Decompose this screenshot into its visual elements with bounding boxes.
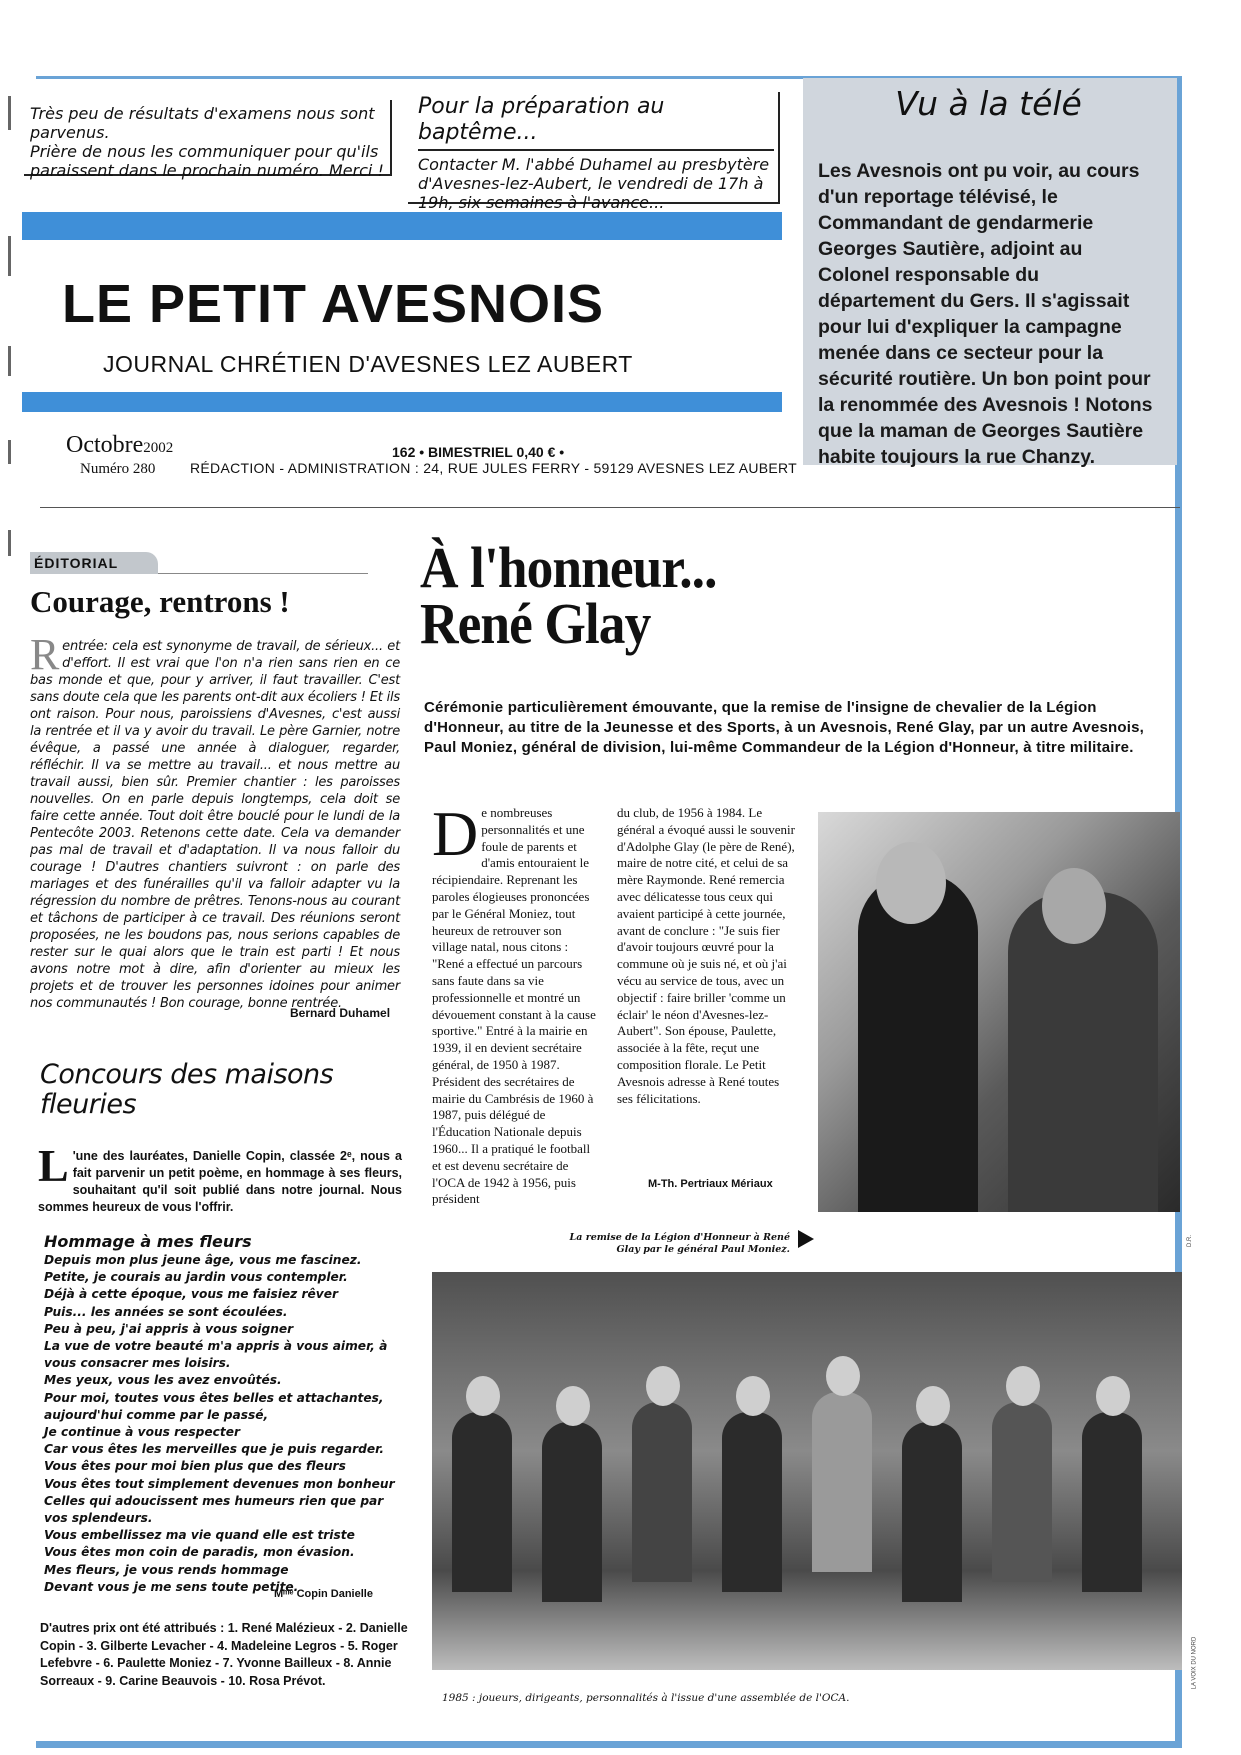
section-divider xyxy=(40,507,1180,508)
photo-figure-head xyxy=(1096,1376,1130,1416)
concours-intro-text: 'une des lauréates, Danielle Copin, classée 2ᵉ, nous a fait parvenir un petit poème, en hommage à ses fleurs, souhaitant qu'il soit publié dans notre journal. Nous sommes heureux de vous l'offrir. xyxy=(38,1149,402,1214)
article-signature: M-Th. Pertriaux Mériaux xyxy=(648,1178,773,1190)
exams-notice: Très peu de résultats d'examens nous sont parvenus. Prière de nous les communiquer pour qu'ils paraissent dans le prochain numéro. Merci ! xyxy=(24,100,392,176)
poem-line: Je continue à vous respecter xyxy=(44,1425,240,1440)
masthead-bar-top xyxy=(22,212,782,240)
issue-number: Numéro 280 xyxy=(80,461,156,477)
masthead-subtitle: JOURNAL CHRÉTIEN D'AVESNES LEZ AUBERT xyxy=(103,351,633,377)
issue-date xyxy=(66,432,173,461)
editorial-text: entrée: cela est synonyme de travail, de sérieux... et d'effort. Il est vrai que l'on n'a rien sans rien en ce bas monde et que, pour y arriver, il faut travailler. C'est sans doute cela que les parents ont-dit aux écoliers ! Et ils ont raison. Pour nous, paroissiens d'Avesnes, c'est aussi la rentrée et il va y avoir du travail. Le père Garnier, notre évêque, a passé une année à dialoguer, regarder, réfléchir. Il va se mettre au travail... et nous mettre au travail aussi, bien sûr. Premier chantier : les paroisses nouvelles. On en parle depuis longtemps, cela doit se faire cette année. Tout doit être bouclé pour le lundi de la Pentecôte 2003. Retenons cette date. Cela va demander pas mal de travail et d'adaptation. Il va nous falloir du courage ! D'autres chantiers suivront : on parle des mariages et des funérailles qu'il va falloir adapter vu la régression du nombre de prêtres. Tenons-nous au courant et tâchons de participer à ce travail. Des réunions seront proposées, ne les boudons pas, nous serions capables de rester sur le quai alors que le train est parti ! Et nous avons notre mot à dire, afin d'orienter au mieux les projets et de trouver les personnes idoines pour animer nos communautés ! Bon courage, bonne rentrée. xyxy=(30,639,400,1011)
issue-year: 2002 xyxy=(143,440,174,456)
photo-figure xyxy=(542,1422,602,1602)
photo-figure-head xyxy=(876,842,946,924)
photo-figure-head xyxy=(1006,1366,1040,1406)
article-column-1 xyxy=(432,798,600,1208)
article-column-2: du club, de 1956 à 1984. Le général a évoqué aussi le souvenir d'Adolphe Glay (le père de René), maire de notre cité, et celui de sa mère Raymonde. René remercia avec délicatesse tous ceux qui avaient participé à cette journée, avant de conclure : "Je suis fier d'avoir toujours œuvré pour la commune où je suis né, et où j'ai vécu au service de tous, avec un objectif : faire briller 'comme un éclair' le néon d'Avesnes-lez-Aubert". Son épouse, Paulette, associée à la fête, reçut une composition florale. Le Petit Avesnois adresse à René toutes ses félicitations. xyxy=(617,805,795,1106)
tv-box-title: Vu à la télé xyxy=(895,84,1082,123)
poem-line: Mes fleurs, je vous rends hommage xyxy=(44,1562,289,1577)
article-column-1-text: e nombreuses personnalités et une foule de parents et d'amis entouraient le récipiendaire. Reprenant les paroles élogieuses prononcées par le Général Moniez, tout heureux de retrouver son village natal, nous citons : "René a effectué un parcours sans faute dans sa vie professionnelle et montré un dévouement constant à la cause sportive." Entré à la mairie en 1939, il en devient secrétaire général, de 1950 à 1987. Président des secrétaires de mairie du Cambrésis de 1960 à 1987, puis délégué de l'Éducation Nationale depuis 1960... Il a pratiqué le football et est devenu secrétaire de l'OCA de 1942 à 1956, puis président xyxy=(432,805,596,1207)
margin-mark xyxy=(8,236,11,276)
concours-dropcap: L xyxy=(38,1140,69,1191)
margin-mark xyxy=(8,346,11,376)
editorial-label: ÉDITORIAL xyxy=(30,552,158,574)
margin-mark xyxy=(8,96,11,130)
photo-figure xyxy=(902,1422,962,1602)
photo-figure xyxy=(452,1412,512,1592)
poem-line: Peu à peu, j'ai appris à vous soigner xyxy=(44,1321,294,1336)
poem-line: Devant vous je me sens toute petite. xyxy=(44,1579,299,1594)
poem-line: Déjà à cette époque, vous me faisiez rêver xyxy=(44,1287,338,1302)
poem-line: Mes yeux, vous les avez envoûtés. xyxy=(44,1373,282,1388)
article-title xyxy=(420,535,717,656)
issue-month: Octobre xyxy=(66,432,144,458)
poem-signature: Mᵐᵉ Copin Danielle xyxy=(274,1588,373,1600)
photo-figure xyxy=(992,1402,1052,1582)
editorial-title: Courage, rentrons ! xyxy=(30,584,290,619)
issue-address: RÉDACTION - ADMINISTRATION : 24, RUE JULES FERRY - 59129 AVESNES LEZ AUBERT xyxy=(190,460,798,476)
group-photo-credit: LA VOIX DU NORD xyxy=(1191,1636,1198,1690)
editorial-signature: Bernard Duhamel xyxy=(290,1006,391,1020)
poem-line: Vous êtes mon coin de paradis, mon évasion. xyxy=(44,1545,355,1560)
tv-box-text: Les Avesnois ont pu voir, au cours d'un reportage télévisé, le Commandant de gendarmerie Georges Sautière, adjoint au Colonel responsable du département du Gers. Il s'agissait pour lui d'expliquer la campagne menée dans ce secteur pour la sécurité routière. Un bon point pour la renommée des Avesnois ! Notons que la maman de Georges Sautière habite toujours la rue Chanzy. xyxy=(818,160,1153,468)
concours-intro xyxy=(38,1140,402,1216)
group-photo xyxy=(432,1272,1182,1670)
photo-figure-head xyxy=(556,1386,590,1426)
article-dropcap: D xyxy=(432,798,479,869)
masthead-title: LE PETIT AVESNOIS xyxy=(62,274,605,334)
photo-figure xyxy=(632,1402,692,1582)
ceremony-photo-caption: La remise de la Légion d'Honneur à René Glay par le général Paul Moniez. xyxy=(569,1232,790,1255)
baptism-notice-title: Pour la préparation au baptême... xyxy=(418,94,774,151)
article-title-line2: René Glay xyxy=(420,591,651,656)
editorial-label-rule xyxy=(158,573,368,574)
tv-box xyxy=(803,78,1177,468)
prizes-list: D'autres prix ont été attribués : 1. René Malézieux - 2. Danielle Copin - 3. Gilberte Levacher - 4. Madeleine Legros - 5. Roger Lefebvre - 6. Paulette Moniez - 7. Yvonne Bailleux - 8. Annie Sorreaux - 9. Carine Beauvois - 10. Rosa Prévot. xyxy=(40,1621,408,1688)
margin-mark xyxy=(8,530,11,556)
photo-figure-head xyxy=(736,1376,770,1416)
poem-line: Car vous êtes les merveilles que je puis regarder. xyxy=(44,1442,384,1457)
baptism-notice xyxy=(408,92,780,212)
photo-figure xyxy=(722,1412,782,1592)
editorial-dropcap: R xyxy=(30,630,60,679)
ceremony-photo xyxy=(818,812,1180,1212)
caption-arrow-icon xyxy=(798,1230,814,1248)
poem-line: Celles qui adoucissent mes humeurs rien que par vos splendeurs. xyxy=(44,1493,388,1526)
poem-line: La vue de votre beauté m'a appris à vous aimer, à vous consacrer mes loisirs. xyxy=(44,1339,392,1371)
photo-figure-head xyxy=(916,1386,950,1426)
masthead-bar-bottom xyxy=(22,392,782,412)
photo-figure-head xyxy=(826,1356,860,1396)
poem-line: Puis... les années se sont écoulées. xyxy=(44,1304,288,1319)
margin-mark xyxy=(8,440,11,464)
poem-line: Pour moi, toutes vous êtes belles et attachantes, aujourd'hui comme par le passé, xyxy=(44,1390,388,1422)
poem-line: Petite, je courais au jardin vous contempler. xyxy=(44,1270,348,1285)
poem-line: Vous embellissez ma vie quand elle est triste xyxy=(44,1528,355,1543)
article-lead: Cérémonie particulièrement émouvante, que la remise de l'insigne de chevalier de la Légion d'Honneur, au titre de la Jeunesse et des Sports, à un Avesnois, René Glay, par un autre Avesnois, Paul Moniez, général de division, lui-même Commandeur de la Légion d'Honneur, à titre militaire. xyxy=(424,699,1145,756)
poem-line: Vous êtes tout simplement devenues mon bonheur xyxy=(44,1476,395,1491)
poem xyxy=(44,1252,404,1596)
editorial-body xyxy=(30,630,400,1012)
baptism-notice-body: Contacter M. l'abbé Duhamel au presbytère d'Avesnes-lez-Aubert, le vendredi de 17h à 19h, six semaines à l'avance... xyxy=(418,155,770,212)
photo-figure xyxy=(1082,1412,1142,1592)
article-title-line1: À l'honneur... xyxy=(420,535,717,600)
photo-figure xyxy=(812,1392,872,1572)
ceremony-photo-credit: D.R. xyxy=(1187,1235,1193,1247)
poem-line: Vous êtes pour moi bien plus que des fleurs xyxy=(44,1459,346,1474)
poem-title: Hommage à mes fleurs xyxy=(44,1232,252,1251)
photo-figure-head xyxy=(466,1376,500,1416)
photo-figure-head xyxy=(646,1366,680,1406)
concours-title: Concours des maisons fleuries xyxy=(40,1059,334,1120)
photo-figure-head xyxy=(1042,868,1106,944)
poem-line: Depuis mon plus jeune âge, vous me fascinez. xyxy=(44,1253,362,1267)
issue-price: 162 • BIMESTRIEL 0,40 € • xyxy=(392,444,565,460)
group-photo-caption: 1985 : joueurs, dirigeants, personnalités à l'issue d'une assemblée de l'OCA. xyxy=(442,1692,850,1704)
